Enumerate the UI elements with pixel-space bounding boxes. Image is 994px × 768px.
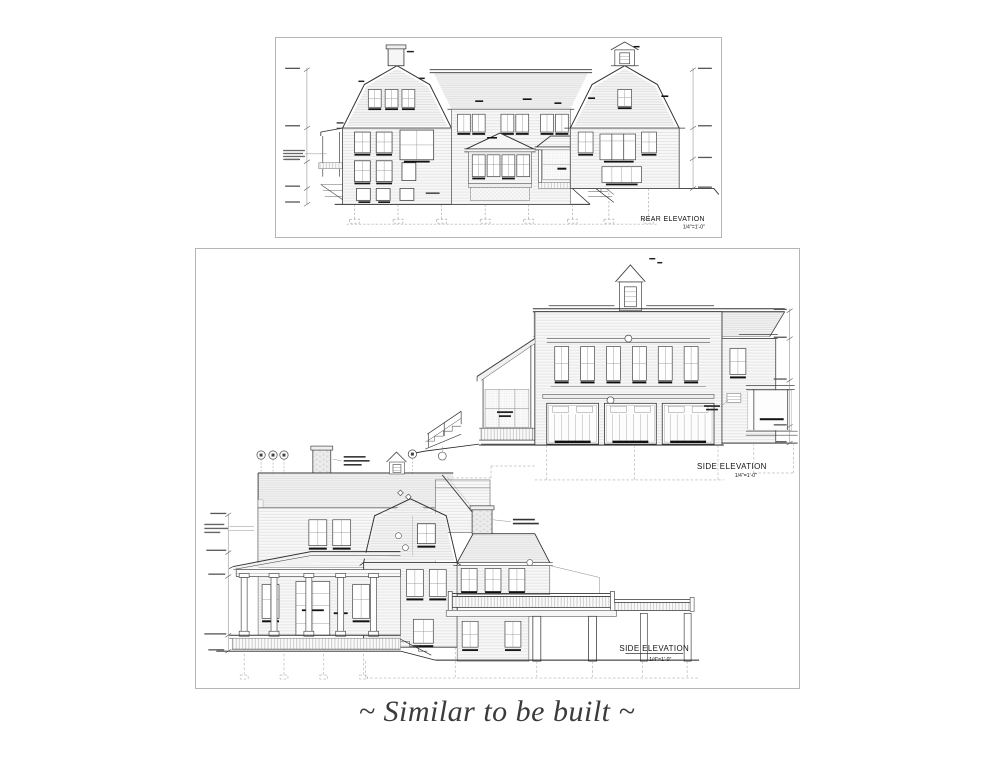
rear-elevation-drawing <box>276 38 721 237</box>
lower-side-elevation <box>204 446 699 679</box>
rear-right-gambrel <box>564 42 685 189</box>
architectural-sheet-rear-elevation <box>275 37 722 238</box>
upper-side-elevation <box>409 258 797 480</box>
rear-left-gambrel <box>337 45 458 128</box>
rear-note-block <box>283 150 305 160</box>
background-cupola <box>387 452 407 474</box>
upper-side-elevation-title: SIDE ELEVATION <box>697 461 767 471</box>
attic-windows <box>368 89 415 107</box>
architectural-sheet-side-elevations <box>195 248 800 689</box>
lower-side-elevation-scale: 1/4"=1'-0" <box>649 657 672 664</box>
screened-porch <box>477 339 535 445</box>
lower-side-elevation-title: SIDE ELEVATION <box>619 644 690 654</box>
mid-block <box>453 506 599 595</box>
upper-side-elevation-scale: 1/4"=1'-0" <box>734 472 758 479</box>
rear-elevation-title: REAR ELEVATION <box>640 216 705 224</box>
porch-stairs <box>425 411 461 460</box>
stone-chimney <box>311 446 370 473</box>
side-elevations-drawing <box>196 249 799 688</box>
upper-dim-line <box>774 309 793 445</box>
garage-doors <box>547 403 714 444</box>
cupola <box>611 42 639 66</box>
garage-cupola <box>615 258 662 311</box>
caption-similar-to-be-built: ~ Similar to be built ~ <box>358 695 636 728</box>
garage-block <box>535 312 722 445</box>
rear-elevation-scale: 1/4"=1'-0" <box>682 224 705 231</box>
